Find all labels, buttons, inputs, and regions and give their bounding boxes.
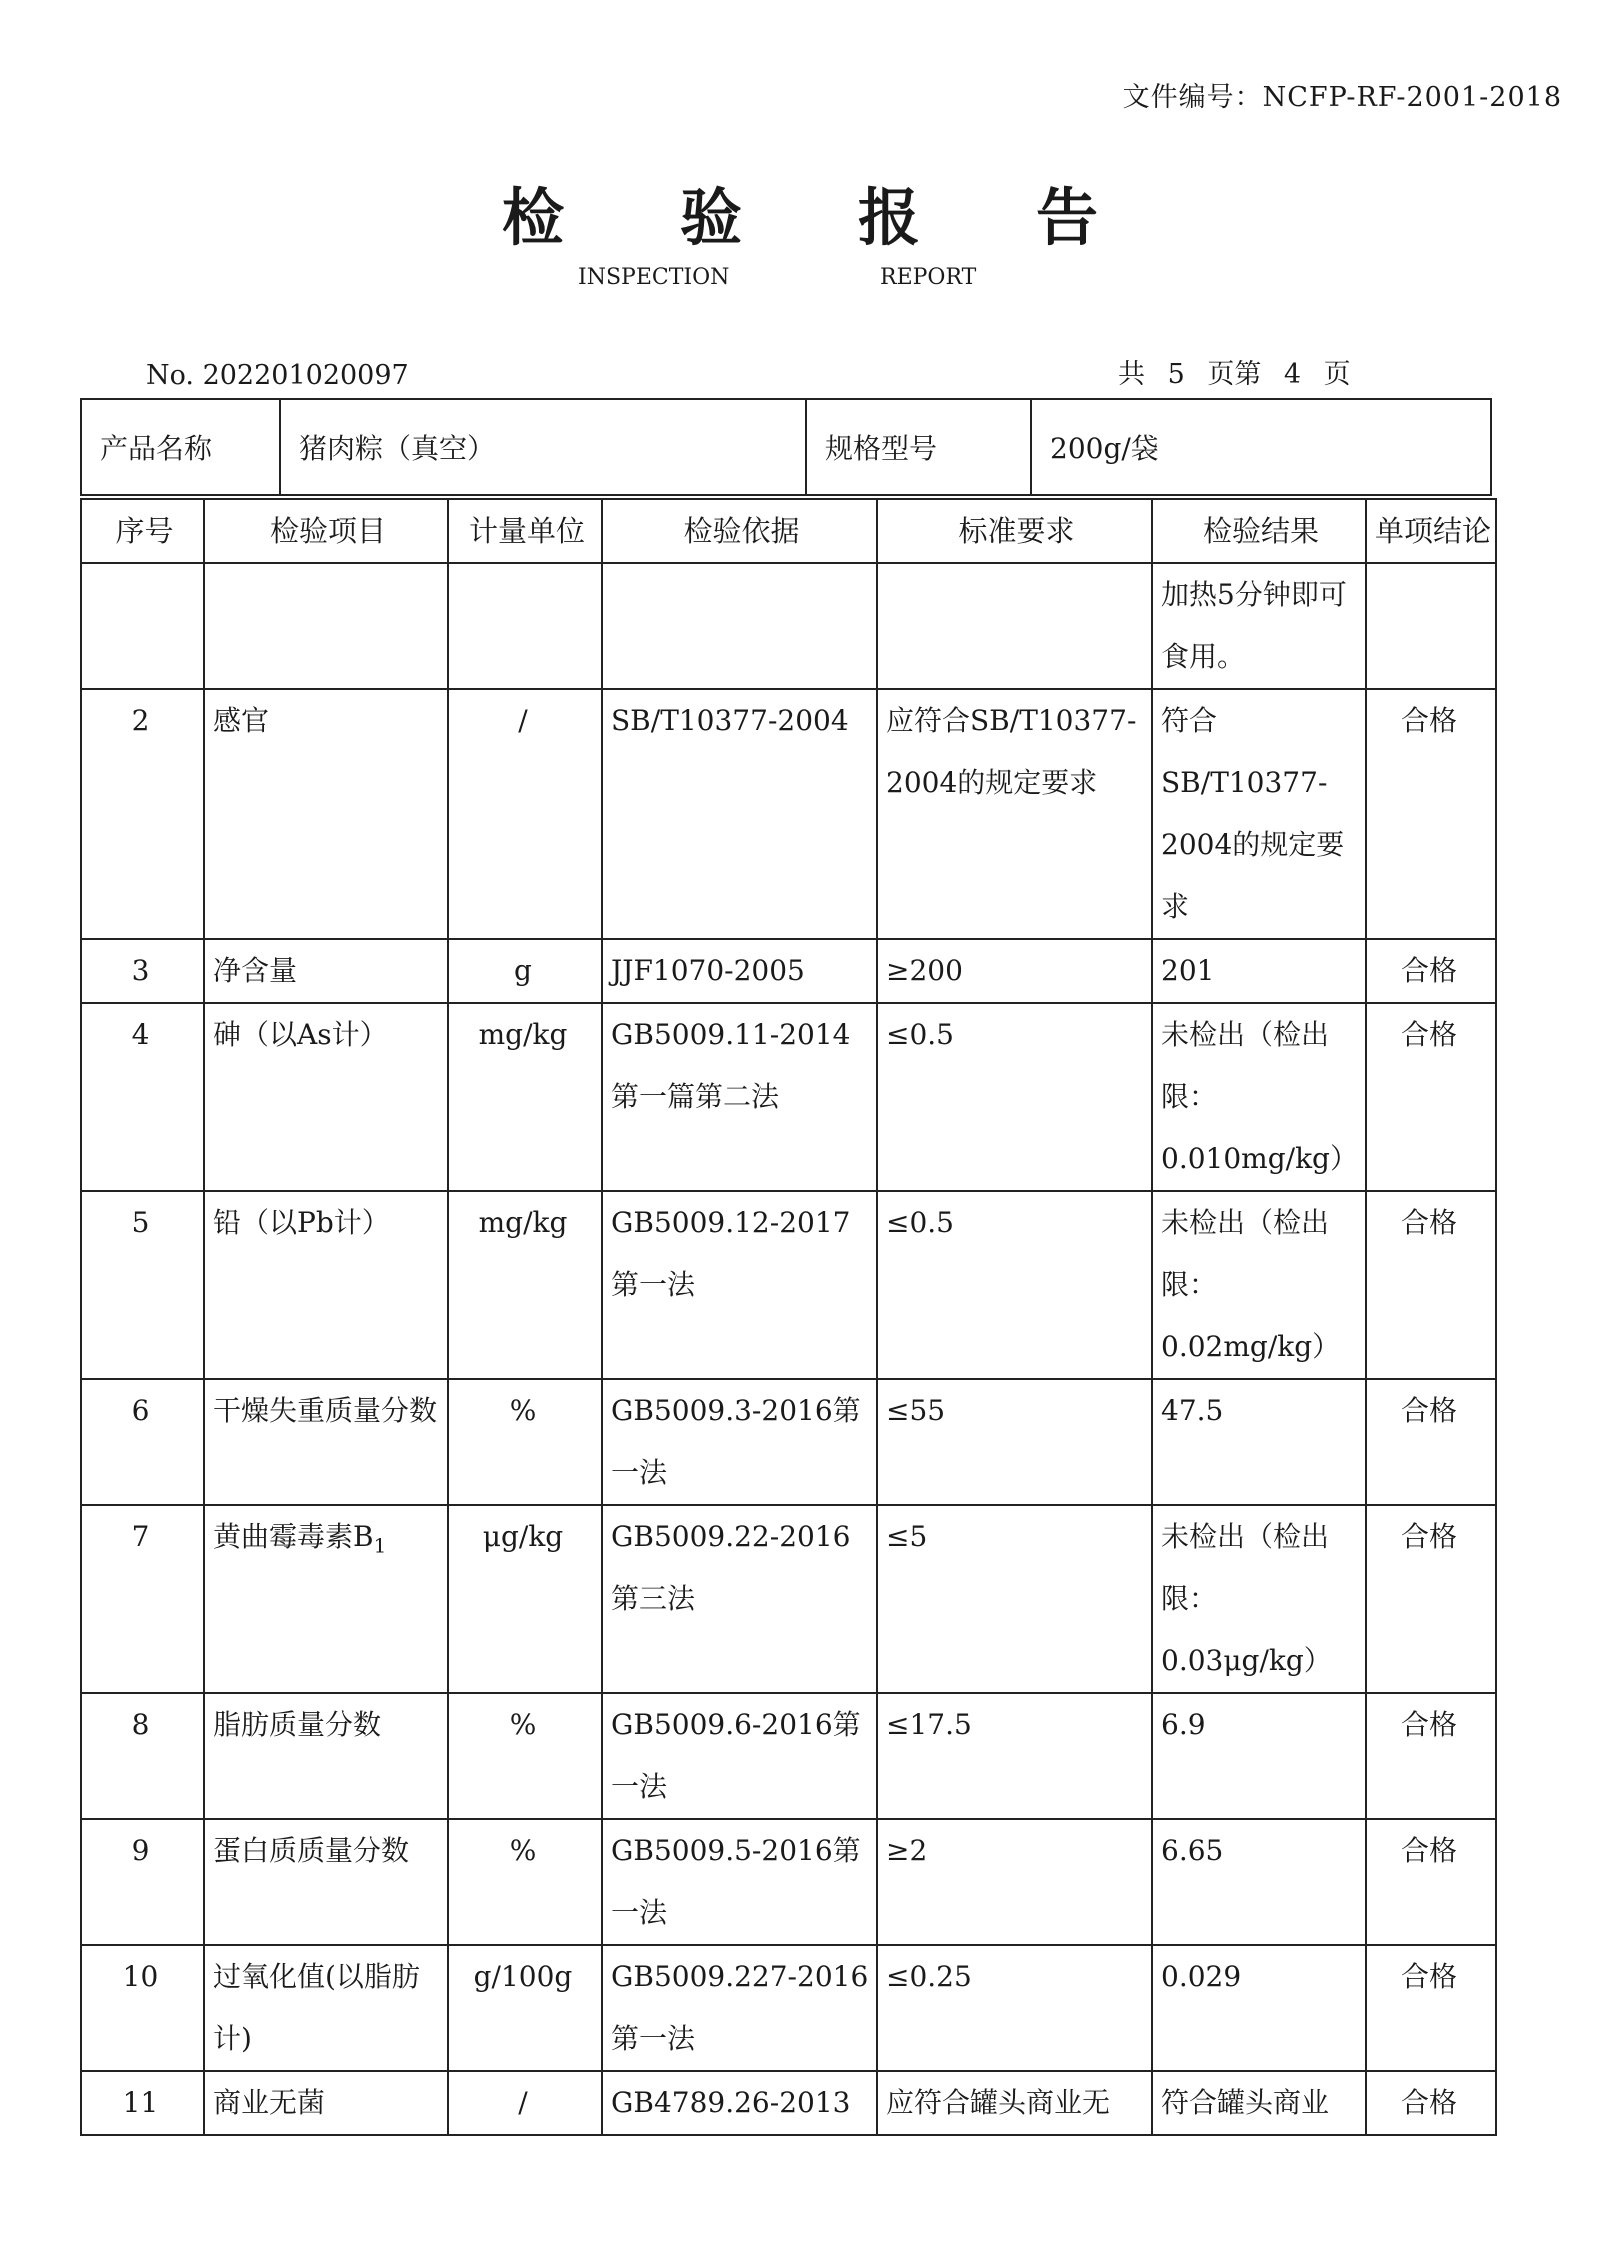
title-char-4: 告 (1036, 181, 1099, 254)
table-row (81, 2071, 1496, 2135)
cell-conclusion: 合格 (1366, 1819, 1496, 1945)
cell-requirement: ≤55 (877, 1379, 1152, 1505)
report-number: No. 202201020097 (146, 360, 409, 391)
cell-result: 6.9 (1152, 1693, 1366, 1819)
item-text: 黄曲霉毒素B (213, 1520, 374, 1553)
cell-result: 符合SB/T10377-2004的规定要求 (1152, 689, 1366, 939)
table-row (81, 1819, 1496, 1945)
cell-requirement: ≥2 (877, 1819, 1152, 1945)
header-result: 检验结果 (1152, 499, 1366, 563)
cell-requirement: ≤5 (877, 1505, 1152, 1693)
header-item: 检验项目 (204, 499, 448, 563)
cell-item: 商业无菌 (204, 2071, 448, 2135)
cell-basis (602, 563, 877, 689)
cell-conclusion: 合格 (1366, 1945, 1496, 2071)
cell-conclusion: 合格 (1366, 1191, 1496, 1379)
cell-index: 7 (81, 1505, 204, 1693)
table-row (81, 689, 1496, 939)
cell-requirement (877, 563, 1152, 689)
cell-index: 10 (81, 1945, 204, 2071)
cell-unit: mg/kg (448, 1191, 602, 1379)
cell-item (204, 1505, 448, 1693)
cell-requirement: ≤0.5 (877, 1003, 1152, 1191)
subtitle-report: REPORT (880, 265, 977, 290)
header-conclusion: 单项结论 (1366, 499, 1496, 563)
cell-conclusion: 合格 (1366, 1505, 1496, 1693)
title-char-1: 检 (501, 181, 564, 254)
header-index: 序号 (81, 499, 204, 563)
table-row (81, 1693, 1496, 1819)
cell-item: 砷（以As计） (204, 1003, 448, 1191)
cell-requirement: ≤0.25 (877, 1945, 1152, 2071)
cell-basis: GB5009.227-2016第一法 (602, 1945, 877, 2071)
product-name-value: 猪肉粽（真空） (280, 399, 806, 495)
table-row (81, 1945, 1496, 2071)
cell-result: 47.5 (1152, 1379, 1366, 1505)
table-header-row (81, 499, 1496, 563)
item-subscript: 1 (373, 1533, 387, 1558)
cell-basis: GB5009.11-2014第一篇第二法 (602, 1003, 877, 1191)
cell-unit: % (448, 1379, 602, 1505)
cell-index: 8 (81, 1693, 204, 1819)
title-char-3: 报 (858, 181, 921, 254)
cell-basis: SB/T10377-2004 (602, 689, 877, 939)
product-name-label: 产品名称 (81, 399, 280, 495)
cell-requirement: ≤17.5 (877, 1693, 1152, 1819)
table-row (81, 939, 1496, 1003)
spec-value: 200g/袋 (1031, 399, 1491, 495)
cell-index: 3 (81, 939, 204, 1003)
cell-basis: GB5009.5-2016第一法 (602, 1819, 877, 1945)
cell-index: 5 (81, 1191, 204, 1379)
cell-basis: GB5009.22-2016第三法 (602, 1505, 877, 1693)
cell-conclusion: 合格 (1366, 1003, 1496, 1191)
cell-conclusion: 合格 (1366, 2071, 1496, 2135)
table-row (81, 1379, 1496, 1505)
header-unit: 计量单位 (448, 499, 602, 563)
title-char-2: 验 (679, 181, 742, 254)
cell-item: 净含量 (204, 939, 448, 1003)
cell-unit: % (448, 1693, 602, 1819)
cell-unit: g/100g (448, 1945, 602, 2071)
table-row (81, 563, 1496, 689)
cell-requirement: ≤0.5 (877, 1191, 1152, 1379)
cell-basis: GB5009.3-2016第一法 (602, 1379, 877, 1505)
subtitle-inspection: INSPECTION (578, 265, 730, 290)
cell-conclusion: 合格 (1366, 1379, 1496, 1505)
cell-unit: / (448, 2071, 602, 2135)
cell-requirement: 应符合SB/T10377-2004的规定要求 (877, 689, 1152, 939)
cell-conclusion (1366, 563, 1496, 689)
header-basis: 检验依据 (602, 499, 877, 563)
cell-item: 感官 (204, 689, 448, 939)
table-row (81, 1191, 1496, 1379)
report-title (0, 168, 1600, 257)
cell-basis: GB4789.26-2013 (602, 2071, 877, 2135)
cell-requirement: 应符合罐头商业无 (877, 2071, 1152, 2135)
cell-conclusion: 合格 (1366, 689, 1496, 939)
cell-result: 符合罐头商业 (1152, 2071, 1366, 2135)
product-info-table (80, 398, 1492, 496)
cell-result: 未检出（检出限：0.03μg/kg） (1152, 1505, 1366, 1693)
cell-conclusion: 合格 (1366, 1693, 1496, 1819)
cell-result: 201 (1152, 939, 1366, 1003)
table-row (81, 1505, 1496, 1693)
inspection-results-table (80, 498, 1497, 2136)
cell-result: 加热5分钟即可食用。 (1152, 563, 1366, 689)
table-row (81, 1003, 1496, 1191)
spec-label: 规格型号 (806, 399, 1031, 495)
cell-index: 4 (81, 1003, 204, 1191)
header-requirement: 标准要求 (877, 499, 1152, 563)
cell-item (204, 563, 448, 689)
cell-index (81, 563, 204, 689)
cell-result: 未检出（检出限：0.010mg/kg） (1152, 1003, 1366, 1191)
document-number: 文件编号：NCFP-RF-2001-2018 (1122, 82, 1562, 113)
cell-item: 蛋白质质量分数 (204, 1819, 448, 1945)
cell-basis: JJF1070-2005 (602, 939, 877, 1003)
cell-index: 9 (81, 1819, 204, 1945)
cell-unit (448, 563, 602, 689)
cell-item: 干燥失重质量分数 (204, 1379, 448, 1505)
cell-unit: mg/kg (448, 1003, 602, 1191)
cell-item: 脂肪质量分数 (204, 1693, 448, 1819)
cell-conclusion: 合格 (1366, 939, 1496, 1003)
cell-unit: % (448, 1819, 602, 1945)
cell-basis: GB5009.12-2017第一法 (602, 1191, 877, 1379)
cell-index: 6 (81, 1379, 204, 1505)
cell-result: 0.029 (1152, 1945, 1366, 2071)
cell-unit: g (448, 939, 602, 1003)
cell-requirement: ≥200 (877, 939, 1152, 1003)
cell-unit: μg/kg (448, 1505, 602, 1693)
cell-result: 6.65 (1152, 1819, 1366, 1945)
cell-item: 过氧化值(以脂肪计) (204, 1945, 448, 2071)
cell-index: 11 (81, 2071, 204, 2135)
cell-item: 铅（以Pb计） (204, 1191, 448, 1379)
page-info: 共 5 页第 4 页 (1118, 359, 1351, 390)
cell-basis: GB5009.6-2016第一法 (602, 1693, 877, 1819)
cell-result: 未检出（检出限：0.02mg/kg） (1152, 1191, 1366, 1379)
cell-index: 2 (81, 689, 204, 939)
cell-unit: / (448, 689, 602, 939)
